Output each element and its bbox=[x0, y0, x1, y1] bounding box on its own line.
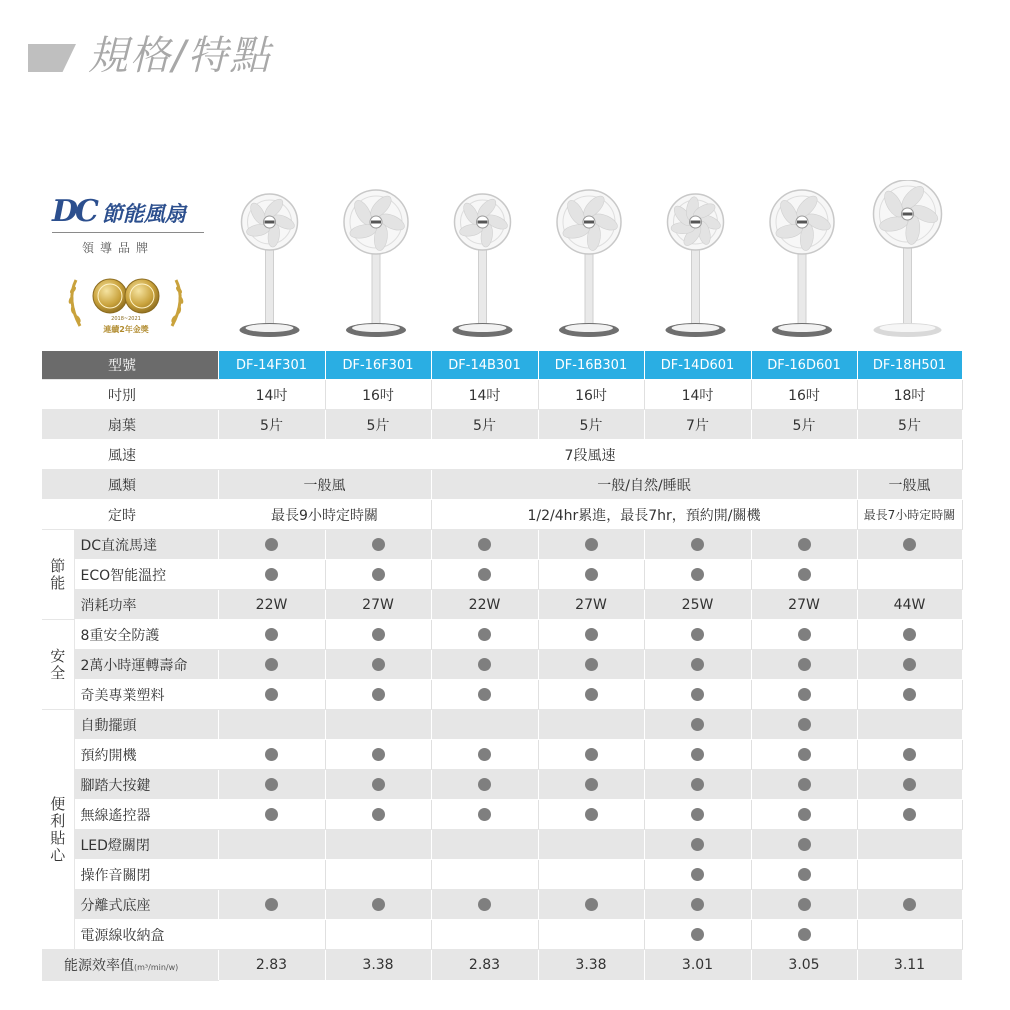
check-dot-icon bbox=[265, 688, 278, 701]
feature-cell bbox=[751, 770, 857, 800]
cell-value: 3.11 bbox=[857, 950, 962, 981]
fan-image bbox=[536, 180, 642, 350]
fan-image bbox=[642, 180, 749, 350]
feature-cell bbox=[431, 530, 538, 560]
feature-cell bbox=[644, 920, 751, 950]
feature-cell bbox=[538, 770, 644, 800]
check-dot-icon bbox=[903, 778, 916, 791]
feature-cell bbox=[751, 530, 857, 560]
check-dot-icon bbox=[265, 898, 278, 911]
stand-fan-icon bbox=[216, 180, 323, 350]
feature-cell bbox=[431, 740, 538, 770]
feature-cell bbox=[431, 770, 538, 800]
feature-cell-empty bbox=[857, 860, 962, 890]
feature-cell bbox=[218, 680, 325, 710]
check-dot-icon bbox=[691, 538, 704, 551]
feature-cell bbox=[218, 740, 325, 770]
feature-row bbox=[42, 740, 962, 770]
check-dot-icon bbox=[798, 928, 811, 941]
check-dot-icon bbox=[265, 628, 278, 641]
feature-row bbox=[42, 680, 962, 710]
model-header: DF-16F301 bbox=[325, 351, 431, 380]
row-label: ECO智能溫控 bbox=[74, 560, 218, 590]
feature-cell-empty bbox=[431, 920, 538, 950]
cell-value: 一般風 bbox=[218, 470, 431, 500]
feature-cell bbox=[538, 620, 644, 650]
feature-cell bbox=[218, 530, 325, 560]
cell-value: 27W bbox=[325, 590, 431, 620]
feature-cell bbox=[325, 530, 431, 560]
cell-value: 5片 bbox=[218, 410, 325, 440]
check-dot-icon bbox=[478, 538, 491, 551]
check-dot-icon bbox=[903, 688, 916, 701]
feature-cell bbox=[751, 620, 857, 650]
efficiency-row bbox=[42, 950, 962, 981]
check-dot-icon bbox=[798, 538, 811, 551]
check-dot-icon bbox=[372, 808, 385, 821]
fan-image bbox=[323, 180, 429, 350]
feature-cell-empty bbox=[325, 920, 431, 950]
row-label: 8重安全防護 bbox=[74, 620, 218, 650]
feature-row bbox=[42, 800, 962, 830]
check-dot-icon bbox=[903, 748, 916, 761]
check-dot-icon bbox=[372, 568, 385, 581]
feature-cell bbox=[857, 620, 962, 650]
check-dot-icon bbox=[798, 628, 811, 641]
cell-value: 44W bbox=[857, 590, 962, 620]
feature-row bbox=[42, 560, 962, 590]
fan-image bbox=[749, 180, 855, 350]
check-dot-icon bbox=[691, 898, 704, 911]
header-row bbox=[42, 351, 962, 380]
feature-cell-empty bbox=[538, 710, 644, 740]
feature-cell bbox=[857, 530, 962, 560]
check-dot-icon bbox=[478, 778, 491, 791]
feature-cell bbox=[644, 800, 751, 830]
check-dot-icon bbox=[691, 688, 704, 701]
check-dot-icon bbox=[265, 658, 278, 671]
cell-value: 7片 bbox=[644, 410, 751, 440]
check-dot-icon bbox=[903, 628, 916, 641]
stand-fan-icon bbox=[536, 180, 642, 350]
check-dot-icon bbox=[585, 568, 598, 581]
feature-cell bbox=[325, 800, 431, 830]
group-label-safety: 安全 bbox=[42, 620, 74, 710]
check-dot-icon bbox=[691, 628, 704, 641]
feature-cell bbox=[538, 740, 644, 770]
feature-cell bbox=[325, 560, 431, 590]
check-dot-icon bbox=[798, 658, 811, 671]
feature-cell bbox=[751, 800, 857, 830]
check-dot-icon bbox=[903, 538, 916, 551]
row-label: 預約開機 bbox=[74, 740, 218, 770]
check-dot-icon bbox=[478, 898, 491, 911]
model-header: DF-14F301 bbox=[218, 351, 325, 380]
check-dot-icon bbox=[478, 688, 491, 701]
feature-cell bbox=[431, 650, 538, 680]
timer-row bbox=[42, 500, 962, 530]
feature-cell bbox=[644, 620, 751, 650]
feature-cell bbox=[857, 770, 962, 800]
stand-fan-icon bbox=[855, 180, 960, 350]
feature-cell-empty bbox=[218, 710, 325, 740]
check-dot-icon bbox=[798, 778, 811, 791]
check-dot-icon bbox=[372, 748, 385, 761]
cell-value: 5片 bbox=[751, 410, 857, 440]
check-dot-icon bbox=[691, 808, 704, 821]
model-header: DF-16B301 bbox=[538, 351, 644, 380]
row-label: 分離式底座 bbox=[74, 890, 218, 920]
cell-value: 最長9小時定時關 bbox=[218, 500, 431, 530]
feature-cell bbox=[857, 650, 962, 680]
check-dot-icon bbox=[585, 658, 598, 671]
row-label: 風速 bbox=[42, 440, 218, 470]
feature-cell bbox=[218, 620, 325, 650]
feature-cell bbox=[857, 890, 962, 920]
title-marker-icon bbox=[28, 44, 76, 72]
feature-cell bbox=[218, 560, 325, 590]
check-dot-icon bbox=[798, 688, 811, 701]
cell-value: 最長7小時定時關 bbox=[857, 500, 962, 530]
stand-fan-icon bbox=[642, 180, 749, 350]
speed-row bbox=[42, 440, 962, 470]
check-dot-icon bbox=[372, 778, 385, 791]
feature-cell-empty bbox=[538, 860, 644, 890]
check-dot-icon bbox=[691, 928, 704, 941]
feature-cell bbox=[218, 650, 325, 680]
check-dot-icon bbox=[478, 568, 491, 581]
row-label: 腳踏大按鍵 bbox=[74, 770, 218, 800]
feature-cell bbox=[751, 680, 857, 710]
feature-cell bbox=[857, 740, 962, 770]
feature-row bbox=[42, 770, 962, 800]
feature-cell bbox=[431, 620, 538, 650]
brand-subtitle: 領導品牌 bbox=[82, 241, 155, 255]
row-label: 2萬小時運轉壽命 bbox=[74, 650, 218, 680]
check-dot-icon bbox=[478, 808, 491, 821]
feature-cell bbox=[751, 650, 857, 680]
row-label: 扇葉 bbox=[42, 410, 218, 440]
feature-row bbox=[42, 710, 962, 740]
feature-cell-empty bbox=[538, 920, 644, 950]
check-dot-icon bbox=[585, 538, 598, 551]
check-dot-icon bbox=[903, 808, 916, 821]
page-title: 規格/特點 bbox=[88, 33, 272, 79]
check-dot-icon bbox=[478, 628, 491, 641]
cell-value: 一般風 bbox=[857, 470, 962, 500]
feature-cell bbox=[325, 770, 431, 800]
cell-value: 25W bbox=[644, 590, 751, 620]
row-label: 自動擺頭 bbox=[74, 710, 218, 740]
check-dot-icon bbox=[691, 718, 704, 731]
fan-image bbox=[855, 180, 960, 350]
feature-cell-empty bbox=[218, 920, 325, 950]
check-dot-icon bbox=[691, 778, 704, 791]
row-label: 無線遙控器 bbox=[74, 800, 218, 830]
feature-cell bbox=[538, 560, 644, 590]
feature-cell-empty bbox=[538, 830, 644, 860]
check-dot-icon bbox=[798, 568, 811, 581]
brand-logo: DC bbox=[52, 194, 96, 229]
feature-cell bbox=[431, 890, 538, 920]
row-label bbox=[42, 950, 218, 981]
feature-cell bbox=[538, 650, 644, 680]
brand-divider bbox=[52, 232, 204, 233]
check-dot-icon bbox=[798, 718, 811, 731]
check-dot-icon bbox=[372, 538, 385, 551]
row-label: LED燈關閉 bbox=[74, 830, 218, 860]
cell-value: 27W bbox=[538, 590, 644, 620]
check-dot-icon bbox=[372, 628, 385, 641]
feature-cell bbox=[325, 680, 431, 710]
check-dot-icon bbox=[265, 778, 278, 791]
check-dot-icon bbox=[372, 658, 385, 671]
feature-cell-empty bbox=[431, 860, 538, 890]
cell-value: 5片 bbox=[538, 410, 644, 440]
stand-fan-icon bbox=[323, 180, 429, 350]
feature-cell bbox=[751, 890, 857, 920]
feature-cell bbox=[431, 680, 538, 710]
cell-value: 5片 bbox=[857, 410, 962, 440]
check-dot-icon bbox=[903, 898, 916, 911]
feature-cell bbox=[644, 830, 751, 860]
stand-fan-icon bbox=[429, 180, 536, 350]
feature-cell bbox=[218, 890, 325, 920]
header-label: 型號 bbox=[42, 351, 218, 380]
cell-value: 5片 bbox=[325, 410, 431, 440]
award-medals-icon bbox=[62, 270, 190, 340]
feature-cell bbox=[325, 650, 431, 680]
cell-value: 16吋 bbox=[751, 380, 857, 410]
check-dot-icon bbox=[903, 658, 916, 671]
feature-row bbox=[42, 920, 962, 950]
feature-cell-empty bbox=[857, 830, 962, 860]
group-label-convenience: 便利貼心 bbox=[42, 710, 74, 950]
brand-name: 節能風扇 bbox=[101, 202, 186, 226]
check-dot-icon bbox=[478, 748, 491, 761]
fan-image bbox=[429, 180, 536, 350]
efficiency-unit: (m³/min/w) bbox=[134, 963, 179, 972]
check-dot-icon bbox=[372, 898, 385, 911]
cell-value: 7段風速 bbox=[218, 440, 962, 470]
cell-value: 14吋 bbox=[644, 380, 751, 410]
check-dot-icon bbox=[372, 688, 385, 701]
check-dot-icon bbox=[691, 868, 704, 881]
wind-row bbox=[42, 470, 962, 500]
check-dot-icon bbox=[265, 748, 278, 761]
model-header: DF-14D601 bbox=[644, 351, 751, 380]
check-dot-icon bbox=[798, 838, 811, 851]
feature-cell bbox=[857, 680, 962, 710]
feature-cell bbox=[751, 710, 857, 740]
feature-cell bbox=[644, 770, 751, 800]
brand-block bbox=[52, 196, 204, 256]
feature-cell bbox=[538, 530, 644, 560]
fan-image bbox=[216, 180, 323, 350]
model-header: DF-18H501 bbox=[857, 351, 962, 380]
feature-cell bbox=[644, 680, 751, 710]
cell-value: 22W bbox=[431, 590, 538, 620]
award-text: 連續2年金獎 bbox=[103, 325, 149, 334]
cell-value: 14吋 bbox=[431, 380, 538, 410]
cell-value: 1/2/4hr累進，最長7hr，預約開/關機 bbox=[431, 500, 857, 530]
feature-cell bbox=[218, 770, 325, 800]
check-dot-icon bbox=[265, 808, 278, 821]
feature-cell-empty bbox=[218, 830, 325, 860]
feature-row bbox=[42, 530, 962, 560]
cell-value: 3.01 bbox=[644, 950, 751, 981]
feature-cell bbox=[644, 530, 751, 560]
row-label: 奇美專業塑料 bbox=[74, 680, 218, 710]
feature-cell-empty bbox=[431, 830, 538, 860]
feature-cell bbox=[431, 800, 538, 830]
model-header: DF-16D601 bbox=[751, 351, 857, 380]
feature-cell bbox=[751, 740, 857, 770]
cell-value: 22W bbox=[218, 590, 325, 620]
feature-row bbox=[42, 650, 962, 680]
feature-cell bbox=[751, 920, 857, 950]
stand-fan-icon bbox=[749, 180, 855, 350]
feature-cell-empty bbox=[431, 710, 538, 740]
row-label: 定時 bbox=[42, 500, 218, 530]
cell-value: 2.83 bbox=[431, 950, 538, 981]
cell-value: 3.38 bbox=[325, 950, 431, 981]
feature-row bbox=[42, 860, 962, 890]
check-dot-icon bbox=[585, 628, 598, 641]
feature-cell bbox=[644, 890, 751, 920]
cell-value: 3.05 bbox=[751, 950, 857, 981]
feature-cell bbox=[857, 800, 962, 830]
feature-cell-empty bbox=[857, 560, 962, 590]
feature-cell-empty bbox=[218, 860, 325, 890]
feature-cell bbox=[644, 740, 751, 770]
spec-table bbox=[42, 351, 963, 981]
feature-cell-empty bbox=[325, 710, 431, 740]
cell-value: 16吋 bbox=[538, 380, 644, 410]
feature-cell-empty bbox=[857, 920, 962, 950]
feature-cell bbox=[325, 890, 431, 920]
feature-cell bbox=[644, 710, 751, 740]
check-dot-icon bbox=[585, 688, 598, 701]
row-label: 風類 bbox=[42, 470, 218, 500]
feature-cell bbox=[644, 860, 751, 890]
check-dot-icon bbox=[798, 808, 811, 821]
model-header: DF-14B301 bbox=[431, 351, 538, 380]
row-label: 消耗功率 bbox=[74, 590, 218, 620]
check-dot-icon bbox=[798, 748, 811, 761]
feature-cell bbox=[751, 560, 857, 590]
feature-cell bbox=[644, 560, 751, 590]
check-dot-icon bbox=[798, 898, 811, 911]
feature-row bbox=[42, 620, 962, 650]
row-label: DC直流馬達 bbox=[74, 530, 218, 560]
check-dot-icon bbox=[691, 838, 704, 851]
row-label: 操作音關閉 bbox=[74, 860, 218, 890]
feature-cell-empty bbox=[325, 860, 431, 890]
check-dot-icon bbox=[265, 538, 278, 551]
feature-cell bbox=[325, 620, 431, 650]
group-label-energy: 節能 bbox=[42, 530, 74, 620]
feature-cell-empty bbox=[857, 710, 962, 740]
check-dot-icon bbox=[798, 868, 811, 881]
cell-value: 27W bbox=[751, 590, 857, 620]
efficiency-label: 能源效率值 bbox=[64, 958, 134, 974]
check-dot-icon bbox=[585, 778, 598, 791]
cell-value: 一般/自然/睡眠 bbox=[431, 470, 857, 500]
feature-cell bbox=[431, 560, 538, 590]
feature-cell-empty bbox=[325, 830, 431, 860]
feature-cell bbox=[218, 800, 325, 830]
check-dot-icon bbox=[265, 568, 278, 581]
check-dot-icon bbox=[585, 808, 598, 821]
feature-cell bbox=[538, 800, 644, 830]
fan-product-gallery bbox=[216, 180, 962, 350]
cell-value: 3.38 bbox=[538, 950, 644, 981]
cell-value: 5片 bbox=[431, 410, 538, 440]
feature-cell bbox=[538, 680, 644, 710]
size-row bbox=[42, 380, 962, 410]
feature-cell bbox=[325, 740, 431, 770]
check-dot-icon bbox=[585, 748, 598, 761]
cell-value: 16吋 bbox=[325, 380, 431, 410]
feature-row bbox=[42, 890, 962, 920]
feature-cell bbox=[538, 890, 644, 920]
feature-cell bbox=[751, 830, 857, 860]
blades-row bbox=[42, 410, 962, 440]
check-dot-icon bbox=[585, 898, 598, 911]
row-label: 電源線收納盒 bbox=[74, 920, 218, 950]
cell-value: 2.83 bbox=[218, 950, 325, 981]
feature-row bbox=[42, 590, 962, 620]
check-dot-icon bbox=[691, 748, 704, 761]
check-dot-icon bbox=[478, 658, 491, 671]
check-dot-icon bbox=[691, 658, 704, 671]
check-dot-icon bbox=[691, 568, 704, 581]
feature-cell bbox=[751, 860, 857, 890]
feature-cell bbox=[644, 650, 751, 680]
row-label: 吋別 bbox=[42, 380, 218, 410]
feature-row bbox=[42, 830, 962, 860]
cell-value: 18吋 bbox=[857, 380, 962, 410]
award-years: 2018~2021 bbox=[111, 316, 141, 322]
cell-value: 14吋 bbox=[218, 380, 325, 410]
